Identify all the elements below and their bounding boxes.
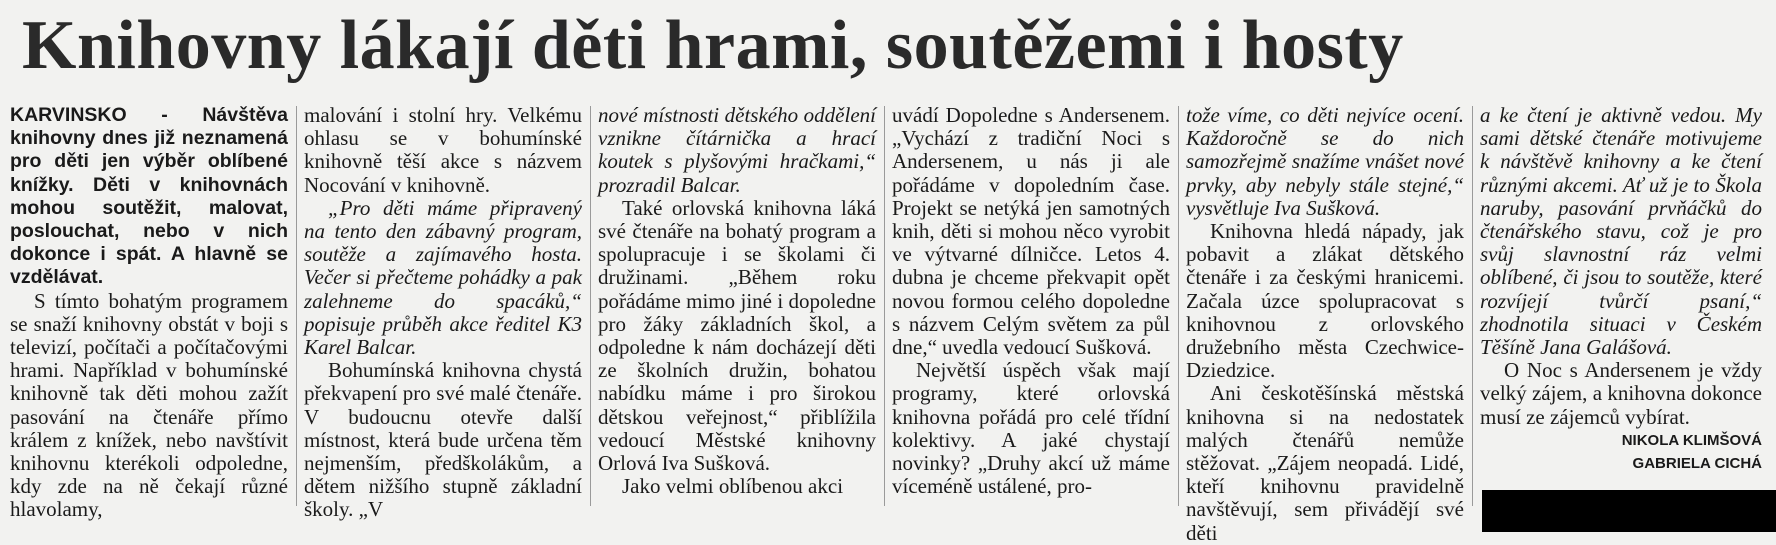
body-paragraph: O Noc s Andersenem je vždy velký zájem, a knihovna dokonce musí ze zájemců vybírat. <box>1480 358 1762 429</box>
body-paragraph: S tímto bohatým programem se snaží knihovny obstát v boji s televizí, počítači a počítačovými hrami. Například v bohumínské knihovně tak děti mohou zažít pasování na čtenáře přímo králem z knížek, nebo navštívit knihovnu kterékoli odpoledne, kdy zde na ně čekají různé hlavolamy, <box>10 288 288 522</box>
redaction-block <box>1482 490 1776 532</box>
column-1 <box>10 104 288 528</box>
body-paragraph: Největší úspěch však mají programy, které orlovská knihovna pořádá pro celé třídní kolektivy. A jaké chystají novinky? „Druhy akcí už máme víceméně ustálené, pro- <box>892 358 1170 499</box>
body-paragraph: a ke čtení je aktivně vedou. My sami dětské čtenáře motivujeme k návštěvě knihovny a ke čtení různými akcemi. Ať už je to Škola naruby, pasování prvňáčků do čtenářského stavu, což je pro svůj slavnostní ráz velmi oblíbené, či jsou to soutěže, které rozvíjejí tvůrčí psaní,“ zhodnotila situaci v Českém Těšíně Jana Galášová. <box>1480 103 1762 360</box>
column-6 <box>1480 104 1762 528</box>
column-3 <box>598 104 876 528</box>
body-paragraph: tože víme, co děti nejvíce ocení. Každoročně se do nich samozřejmě snažíme vnášet nové prvky, aby nebyly stále stejné,“ vysvětluje Iva Sušková. <box>1186 103 1464 220</box>
column-4 <box>892 104 1170 528</box>
body-paragraph: nové místnosti dětského oddělení vznikne čítárnička a hrací koutek s plyšovými hračkami,“ prozradil Balcar. <box>598 103 876 197</box>
body-paragraph: Jako velmi oblíbenou akci <box>622 474 844 499</box>
column-divider <box>884 106 885 506</box>
body-paragraph: „Pro děti máme připravený na tento den zábavný program, soutěže a zajímavého hosta. Večer si přečteme pohádky a pak zalehneme do spacáků,“ popisuje průběh akce ředitel K3 Karel Balcar. <box>304 195 582 360</box>
byline-author: GABRIELA CICHÁ <box>1632 455 1762 473</box>
byline-author: NIKOLA KLIMŠOVÁ <box>1621 431 1762 449</box>
body-paragraph: Také orlovská knihovna láká své čtenáře na bohatý program a spolupracuje i se školami či družinami. „Během roku pořádáme mimo jiné i dopoledne pro žáky základních škol, a odpoledne k nám docházejí děti ze školních družin, bohatou nabídku máme i pro širokou dětskou veřejnost,“ přiblížila vedoucí Městské knihovny Orlová Iva Sušková. <box>598 195 876 476</box>
body-paragraph: Knihovna hledá nápady, jak pobavit a zlákat dětského čtenáře i za českými hranicemi. Začala úzce spolupracovat s knihovnou z orlovského družebního města Czechwice-Dziedzice. <box>1186 219 1464 383</box>
column-divider <box>1178 106 1179 506</box>
column-divider <box>296 106 297 506</box>
body-paragraph: uvádí Dopoledne s Andersenem. „Vychází z tradiční Noci s Andersenem, u nás ji ale pořádáme v dopoledním čase. Projekt se netýká jen samotných knih, děti si mohou něco vyrobit ve výtvarné dílničce. Letos 4. dubna je chceme překvapit opět novou formou celého dopoledne s názvem Celým světem za půl dne,“ uvedla vedoucí Sušková. <box>892 103 1170 360</box>
article-headline: Knihovny lákají děti hrami, soutěžemi i hosty <box>22 7 1404 84</box>
body-paragraph: malování i stolní hry. Velkému ohlasu se v bohumínské knihovně těší akce s názvem Nocování v knihovně. <box>304 103 582 197</box>
column-divider <box>1472 106 1473 506</box>
column-5 <box>1186 103 1464 545</box>
body-paragraph: Bohumínská knihovna chystá překvapení pro své malé čtenáře. V budoucnu otevře další místnost, která bude určena těm nejmenším, předškolákům, a dětem nižšího stupně základní školy. „V <box>304 358 582 522</box>
body-paragraph: Ani českotěšínská městská knihovna si na nedostatek malých čtenářů nemůže stěžovat. „Zájem neopadá. Lidé, kteří knihovnu pravidelně navštěvují, sem přivádějí své děti <box>1186 381 1464 545</box>
column-divider <box>590 106 591 506</box>
lead-paragraph: KARVINSKO - Návštěva knihovny dnes již neznamená pro děti jen výběr oblíbené knížky. Děti v knihovnách mohou soutěžit, malovat, poslouchat, nebo v nich dokonce i spát. A hlavně se vzdělávat. <box>10 104 288 289</box>
column-2 <box>304 104 582 528</box>
article-columns <box>10 96 1764 545</box>
